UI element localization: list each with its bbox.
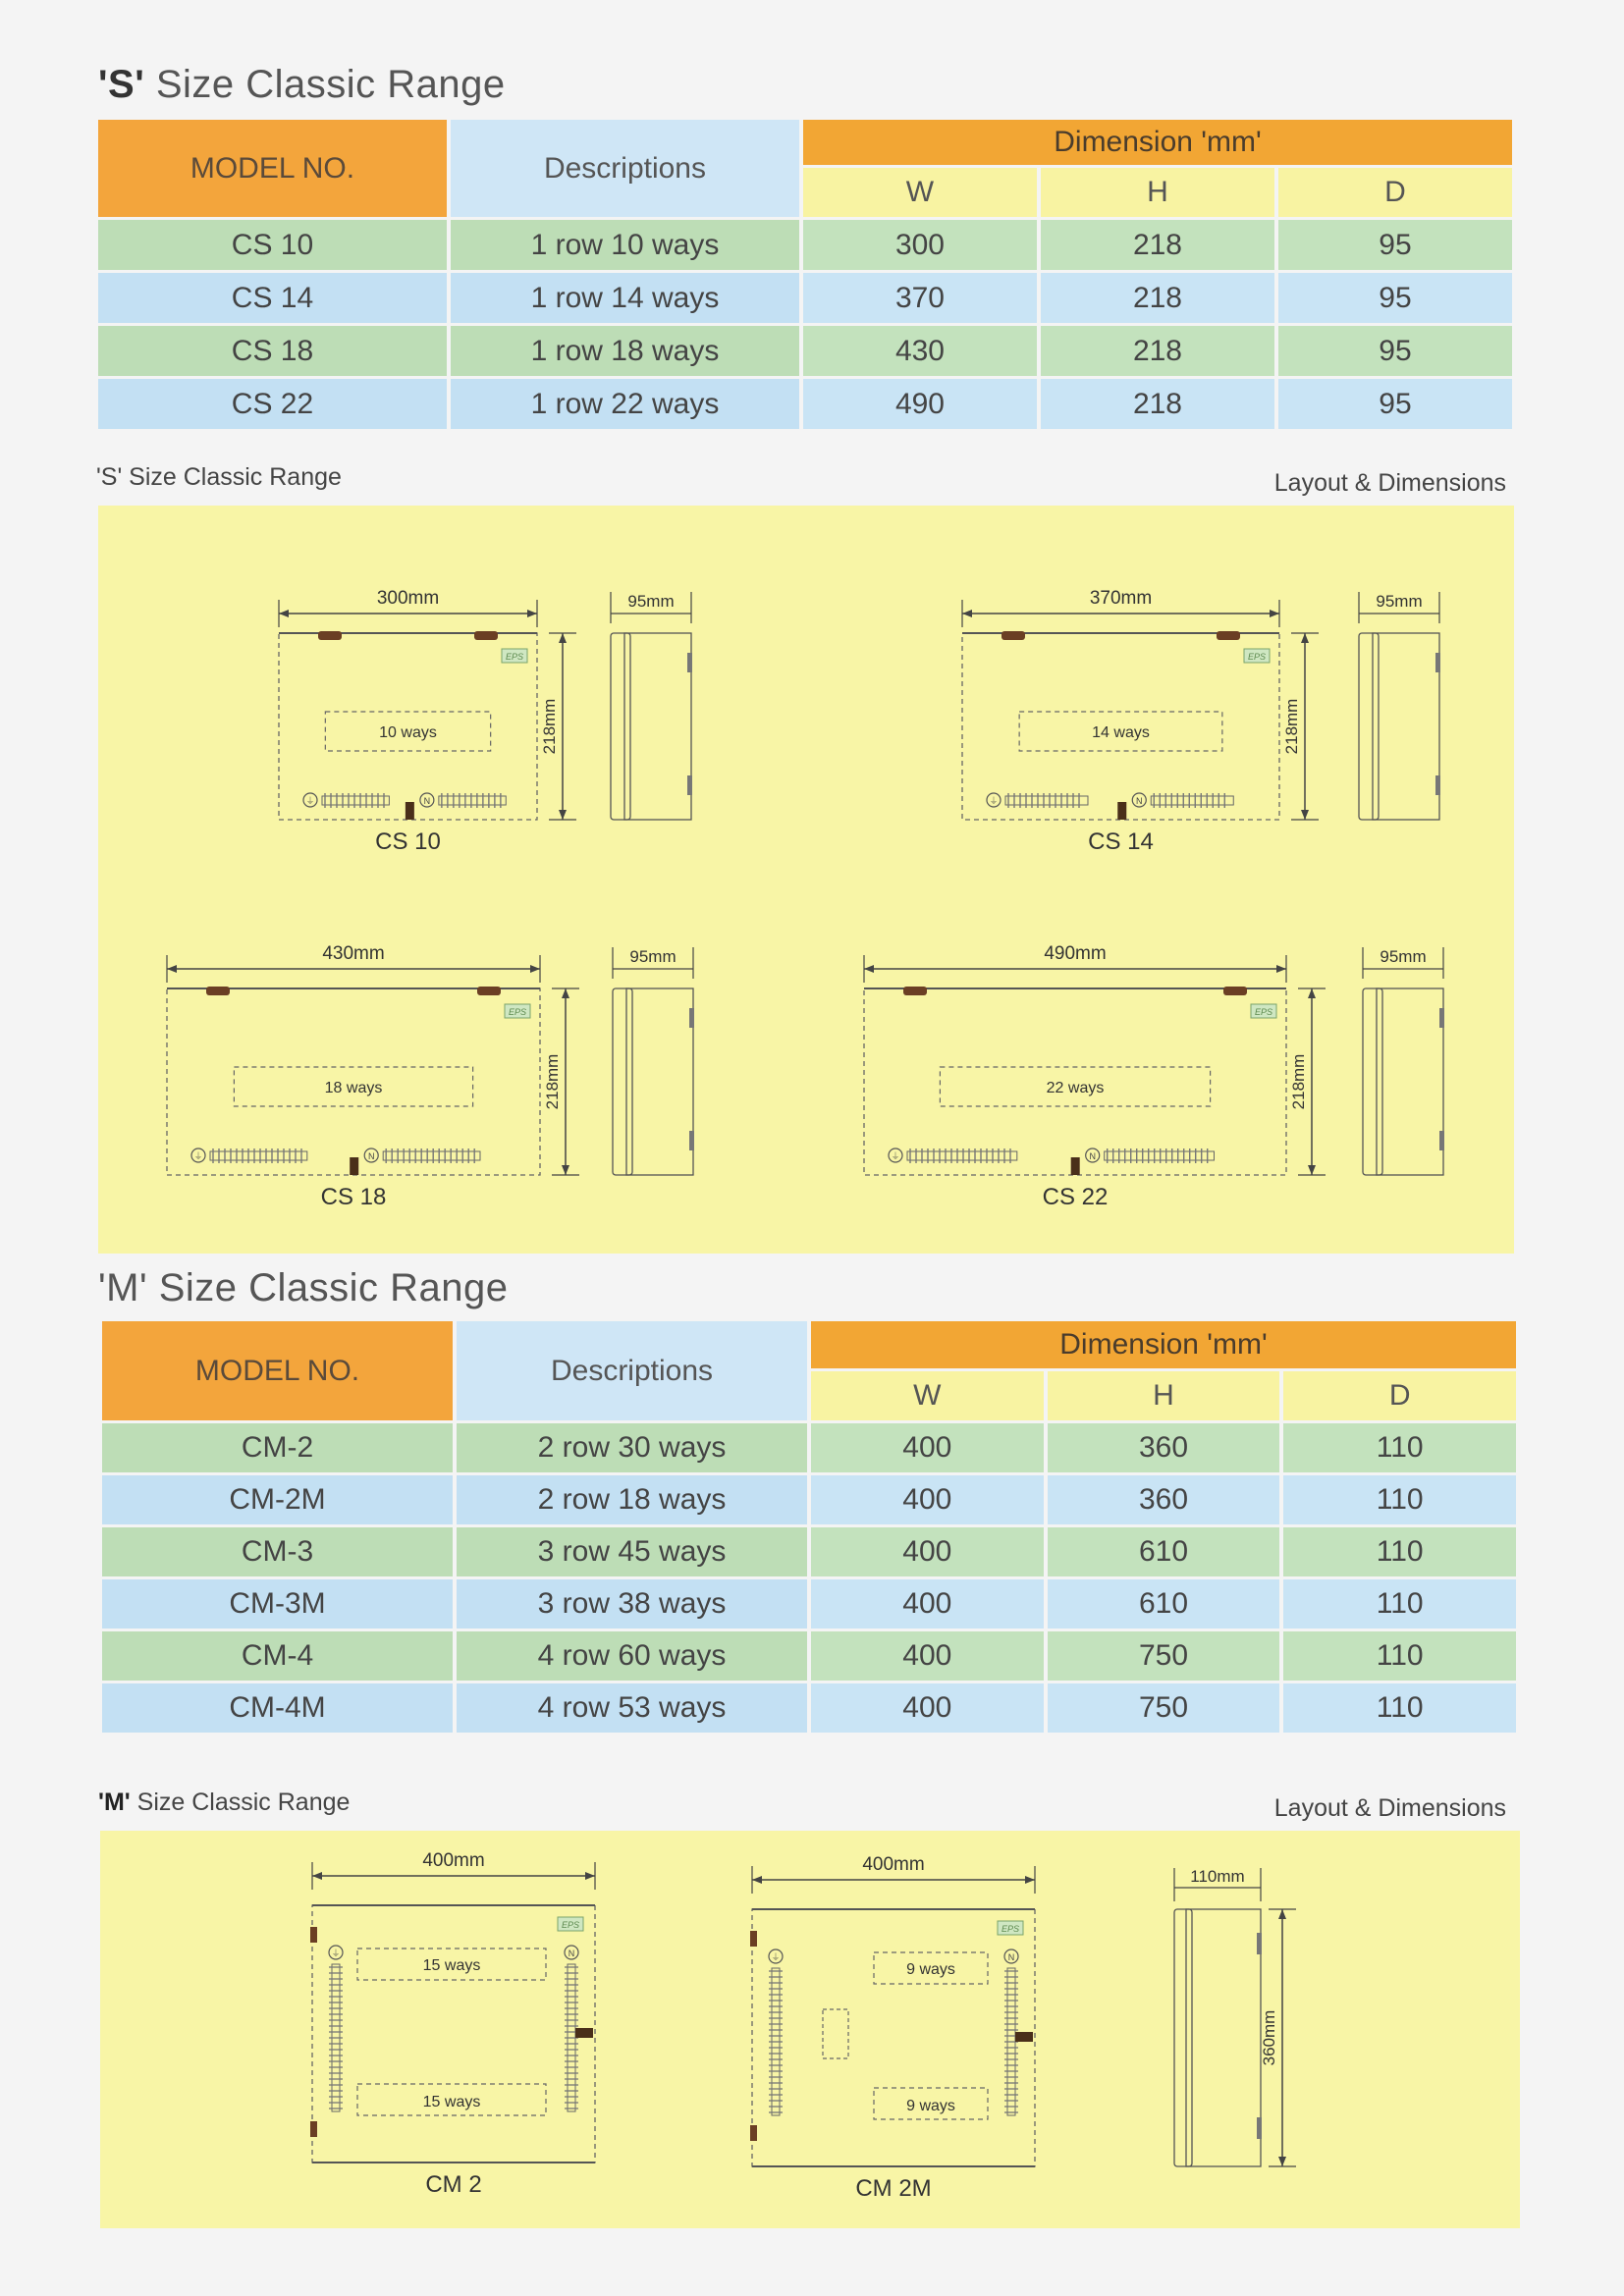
depth-label: 95mm: [627, 592, 675, 611]
width-dimension-line-head-right: [1270, 610, 1279, 617]
width-cell: 490: [803, 379, 1037, 429]
side-door: [1359, 633, 1379, 820]
table-row: [102, 1527, 1516, 1576]
depth-label: 95mm: [1376, 592, 1423, 611]
height-cell: 750: [1048, 1631, 1280, 1681]
depth-cell: 110: [1283, 1631, 1516, 1681]
table-row: [102, 1579, 1516, 1629]
side-knob: [1257, 1933, 1262, 1954]
m-drawings-panel: [100, 1831, 1520, 2228]
height-cell: 218: [1041, 273, 1274, 323]
side-knob: [1439, 1131, 1444, 1150]
table-row: [102, 1423, 1516, 1472]
model-cell: CM-4: [102, 1631, 453, 1681]
width-dimension-line-head-left: [312, 1872, 322, 1880]
header-w: W: [811, 1371, 1044, 1420]
height-dimension-line-head-bottom: [559, 810, 567, 820]
table-row: [98, 273, 1512, 323]
side-body: [1377, 988, 1443, 1175]
header-d: D: [1278, 168, 1512, 217]
model-name-label: CS 22: [1042, 1184, 1109, 1210]
depth-cell: 110: [1283, 1527, 1516, 1576]
s-layout-title: 'S' Size Classic Range: [96, 463, 342, 491]
header-dimension: Dimension 'mm': [811, 1321, 1516, 1368]
hinge: [477, 987, 501, 995]
depth-cell: 95: [1278, 379, 1512, 429]
m-layout-dimensions-label: Layout & Dimensions: [1273, 1794, 1506, 1822]
earth-symbol-letter: ⏚: [193, 1151, 203, 1161]
neutral-symbol-letter: N: [1136, 796, 1143, 806]
side-door: [611, 633, 630, 820]
hinge: [750, 1931, 757, 1947]
side-body: [624, 633, 691, 820]
table-row: [102, 1475, 1516, 1524]
depth-label: 110mm: [1190, 1867, 1245, 1886]
depth-label: 95mm: [629, 947, 677, 966]
height-label: 218mm: [543, 1053, 562, 1110]
drawing-m-side-view: [1174, 1867, 1296, 2166]
model-cell: CS 18: [98, 326, 447, 376]
hinge: [1001, 631, 1025, 640]
width-dimension-line-head-left: [962, 610, 972, 617]
height-cell: 360: [1048, 1475, 1280, 1524]
width-label: 300mm: [376, 588, 440, 609]
description-cell: 1 row 14 ways: [451, 273, 799, 323]
ways-label: 14 ways: [1092, 724, 1150, 741]
header-descriptions: Descriptions: [451, 120, 799, 217]
width-dimension-line-head-left: [167, 965, 177, 973]
hinge: [1223, 987, 1247, 995]
height-cell: 218: [1041, 379, 1274, 429]
hinge: [474, 631, 498, 640]
drawing-cs-18: [167, 943, 694, 1210]
width-dimension-line-head-right: [530, 965, 540, 973]
height-dimension-line-head-top: [1301, 633, 1309, 643]
width-dimension-line-head-right: [1276, 965, 1286, 973]
neutral-link: [350, 1157, 358, 1175]
ways-label-top: 15 ways: [422, 1957, 481, 1974]
header-model-no: MODEL NO.: [102, 1321, 453, 1420]
width-cell: 300: [803, 220, 1037, 270]
model-name-label: CS 18: [320, 1184, 387, 1210]
model-cell: CM-3: [102, 1527, 453, 1576]
neutral-link: [1015, 2032, 1033, 2042]
description-cell: 4 row 60 ways: [457, 1631, 807, 1681]
header-h: H: [1041, 168, 1274, 217]
depth-cell: 110: [1283, 1579, 1516, 1629]
ways-label-bottom: 15 ways: [422, 2094, 481, 2110]
description-cell: 1 row 18 ways: [451, 326, 799, 376]
side-knob: [1439, 1008, 1444, 1028]
s-layout-dimensions-label: Layout & Dimensions: [1273, 469, 1506, 497]
hinge: [310, 2121, 317, 2137]
table-row: [102, 1683, 1516, 1733]
front-outline: [752, 1909, 1035, 2166]
width-label: 490mm: [1044, 943, 1107, 964]
header-w: W: [803, 168, 1037, 217]
neutral-link: [575, 2028, 593, 2038]
height-dimension-line-head-top: [1308, 988, 1316, 998]
neutral-symbol-letter: N: [1007, 1952, 1015, 1962]
width-label: 400mm: [862, 1854, 925, 1875]
hinge: [903, 987, 927, 995]
width-dimension-line-head-right: [585, 1872, 595, 1880]
width-cell: 400: [811, 1579, 1044, 1629]
s-drawings-svg: [98, 506, 1514, 1254]
model-cell: CM-4M: [102, 1683, 453, 1733]
description-cell: 3 row 38 ways: [457, 1579, 807, 1629]
description-cell: 3 row 45 ways: [457, 1527, 807, 1576]
m-section-title: 'M' Size Classic Range: [98, 1266, 509, 1309]
ways-label: 22 ways: [1046, 1080, 1105, 1096]
side-knob: [689, 1131, 694, 1150]
drawing-cm-2: [310, 1850, 595, 2198]
model-cell: CM-2: [102, 1423, 453, 1472]
height-dimension-line-head-bottom: [1308, 1165, 1316, 1175]
drawing-cm-2m: [750, 1854, 1035, 2202]
hinge: [1217, 631, 1240, 640]
width-cell: 430: [803, 326, 1037, 376]
ways-label: 10 ways: [379, 724, 437, 741]
height-dimension-line-head-bottom: [562, 1165, 569, 1175]
height-cell: 360: [1048, 1423, 1280, 1472]
side-door: [1174, 1909, 1192, 2166]
logo-text: EPS: [1247, 652, 1267, 662]
earth-symbol-letter: ⏚: [331, 1949, 341, 1958]
earth-terminal: [1005, 796, 1088, 805]
side-knob: [1435, 775, 1440, 795]
side-door: [613, 988, 632, 1175]
depth-cell: 110: [1283, 1475, 1516, 1524]
neutral-terminal: [439, 796, 506, 805]
width-cell: 400: [811, 1527, 1044, 1576]
hinge: [750, 2125, 757, 2141]
side-knob: [687, 653, 692, 672]
m-drawings-svg: [100, 1831, 1520, 2228]
depth-cell: 110: [1283, 1423, 1516, 1472]
side-body: [1186, 1909, 1261, 2166]
width-label: 430mm: [322, 943, 385, 964]
front-outline: [312, 1905, 595, 2163]
logo-text: EPS: [1254, 1007, 1273, 1017]
width-cell: 400: [811, 1423, 1044, 1472]
earth-terminal: [907, 1151, 1017, 1160]
logo-text: EPS: [508, 1007, 527, 1017]
model-cell: CM-2M: [102, 1475, 453, 1524]
table-row: [98, 220, 1512, 270]
width-cell: 400: [811, 1683, 1044, 1733]
model-cell: CS 14: [98, 273, 447, 323]
earth-symbol-letter: ⏚: [771, 1952, 781, 1962]
neutral-symbol-letter: N: [568, 1949, 575, 1958]
side-knob: [689, 1008, 694, 1028]
header-h: H: [1048, 1371, 1280, 1420]
side-knob: [687, 775, 692, 795]
width-dimension-line-head-left: [864, 965, 874, 973]
earth-symbol-letter: ⏚: [891, 1151, 900, 1161]
height-label: 218mm: [540, 698, 559, 755]
width-dimension-line-head-left: [752, 1876, 762, 1884]
neutral-link: [1071, 1157, 1080, 1175]
width-cell: 370: [803, 273, 1037, 323]
height-dimension-line-head-bottom: [1278, 2157, 1286, 2166]
side-knob: [1435, 653, 1440, 672]
m-layout-title: 'M' Size Classic Range: [98, 1789, 351, 1816]
width-dimension-line-head-right: [527, 610, 537, 617]
hinge: [318, 631, 342, 640]
logo-text: EPS: [561, 1920, 580, 1930]
side-knob: [1257, 2117, 1262, 2139]
description-cell: 2 row 30 ways: [457, 1423, 807, 1472]
neutral-link: [1117, 802, 1126, 820]
height-cell: 610: [1048, 1579, 1280, 1629]
model-name-label: CM 2: [425, 2171, 482, 2198]
depth-cell: 95: [1278, 273, 1512, 323]
m-spec-table: [98, 1318, 1520, 1735]
height-cell: 218: [1041, 220, 1274, 270]
ways-label-top: 9 ways: [906, 1961, 955, 1978]
height-label: 218mm: [1282, 698, 1301, 755]
earth-symbol-letter: ⏚: [305, 796, 315, 806]
logo-text: EPS: [505, 652, 524, 662]
depth-cell: 95: [1278, 220, 1512, 270]
header-descriptions: Descriptions: [457, 1321, 807, 1420]
height-cell: 218: [1041, 326, 1274, 376]
neutral-symbol-letter: N: [423, 796, 431, 806]
table-row: [98, 379, 1512, 429]
height-label: 360mm: [1260, 2009, 1278, 2066]
depth-label: 95mm: [1380, 947, 1427, 966]
width-label: 370mm: [1089, 588, 1153, 609]
description-cell: 1 row 10 ways: [451, 220, 799, 270]
width-cell: 400: [811, 1475, 1044, 1524]
drawing-cs-22: [864, 943, 1444, 1210]
model-name-label: CS 10: [375, 828, 441, 855]
model-name-label: CM 2M: [855, 2175, 932, 2202]
earth-symbol-letter: ⏚: [989, 796, 999, 806]
side-body: [626, 988, 693, 1175]
ways-label-bottom: 9 ways: [906, 2098, 955, 2114]
model-cell: CS 10: [98, 220, 447, 270]
header-d: D: [1283, 1371, 1516, 1420]
width-cell: 400: [811, 1631, 1044, 1681]
ways-label: 18 ways: [324, 1080, 383, 1096]
depth-cell: 110: [1283, 1683, 1516, 1733]
s-drawings-panel: [98, 506, 1514, 1254]
model-cell: CM-3M: [102, 1579, 453, 1629]
height-dimension-line-head-top: [1278, 1909, 1286, 1919]
neutral-symbol-letter: N: [1089, 1151, 1096, 1161]
neutral-symbol-letter: N: [367, 1151, 375, 1161]
drawing-cs-10: [279, 588, 692, 855]
width-label: 400mm: [422, 1850, 485, 1871]
height-label: 218mm: [1289, 1053, 1308, 1110]
main-switch-slot: [823, 2009, 848, 2058]
neutral-terminal: [1105, 1151, 1215, 1160]
s-spec-table: [94, 117, 1516, 432]
depth-cell: 95: [1278, 326, 1512, 376]
height-dimension-line-head-bottom: [1301, 810, 1309, 820]
logo-text: EPS: [1001, 1924, 1020, 1934]
height-dimension-line-head-top: [562, 988, 569, 998]
s-section-title: 'S' Size Classic Range: [98, 63, 506, 106]
description-cell: 2 row 18 ways: [457, 1475, 807, 1524]
hinge: [310, 1927, 317, 1943]
header-model-no: MODEL NO.: [98, 120, 447, 217]
height-cell: 610: [1048, 1527, 1280, 1576]
table-row: [102, 1631, 1516, 1681]
width-dimension-line-head-left: [279, 610, 289, 617]
height-cell: 750: [1048, 1683, 1280, 1733]
earth-terminal: [322, 796, 389, 805]
neutral-link: [406, 802, 414, 820]
width-dimension-line-head-right: [1025, 1876, 1035, 1884]
model-name-label: CS 14: [1088, 828, 1154, 855]
side-body: [1373, 633, 1439, 820]
hinge: [206, 987, 230, 995]
height-dimension-line-head-top: [559, 633, 567, 643]
table-row: [98, 326, 1512, 376]
header-dimension: Dimension 'mm': [803, 120, 1512, 165]
drawing-cs-14: [962, 588, 1440, 855]
model-cell: CS 22: [98, 379, 447, 429]
description-cell: 4 row 53 ways: [457, 1683, 807, 1733]
side-door: [1363, 988, 1382, 1175]
description-cell: 1 row 22 ways: [451, 379, 799, 429]
neutral-terminal: [1151, 796, 1233, 805]
